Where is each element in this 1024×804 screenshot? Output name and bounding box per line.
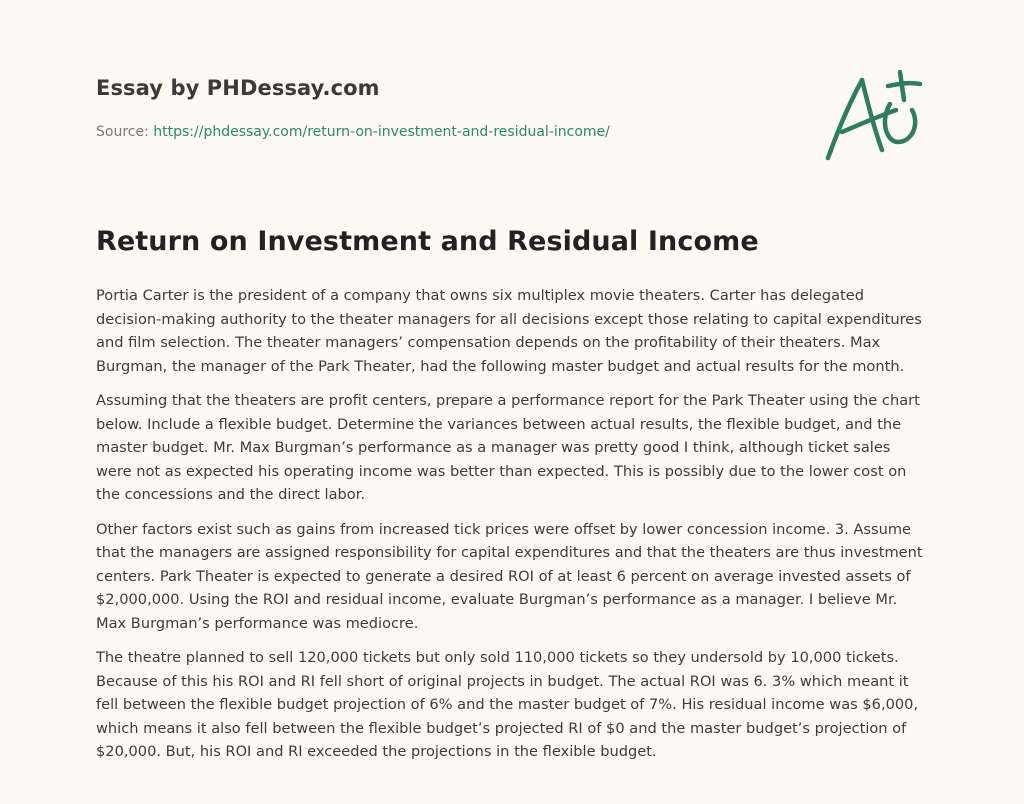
source-link[interactable]: https://phdessay.com/return-on-investment-and-residual-income/	[153, 124, 610, 140]
site-header	[96, 0, 926, 170]
source-label: Source:	[96, 124, 154, 140]
paragraph: Assuming that the theaters are profit centers, prepare a performance report for the Park Theater using the chart below. Include a flexible budget. Determine the variances between actual results, the flexible budget, and the master budget. Mr. Max Burgman’s performance as a manager was pretty good I think, although ticket sales were not as expected his operating income was better than expected. This is possibly due to the lower cost on the concessions and the direct labor.	[96, 392, 920, 503]
article-body	[96, 284, 926, 775]
source-line	[96, 124, 610, 140]
a-plus-grade-icon	[824, 66, 926, 166]
article-title: Return on Investment and Residual Income	[96, 226, 759, 257]
paragraph: Other factors exist such as gains from increased tick prices were offset by lower concession income. 3. Assume that the managers are assigned responsibility for capital expenditures and that the theaters are thus investment centers. Park Theater is expected to generate a desired ROI of at least 6 percent on average invested assets of $2,000,000. Using the ROI and residual income, evaluate Burgman’s performance as a manager. I believe Mr. Max Burgman’s performance was mediocre.	[96, 520, 923, 632]
site-brand: Essay by PHDessay.com	[96, 76, 380, 100]
page	[96, 0, 926, 760]
paragraph: Portia Carter is the president of a company that owns six multiplex movie theaters. Carter has delegated decision-making authority to the theater managers for all decisions except those relating to capital expenditures and film selection. The theater managers’ compensation depends on the profitability of their theaters. Max Burgman, the manager of the Park Theater, had the following master budget and actual results for the month.	[96, 287, 922, 375]
paragraph: The theatre planned to sell 120,000 tickets but only sold 110,000 tickets so they undersold by 10,000 tickets. Because of this his ROI and RI fell short of original projects in budget. The actual ROI was 6. 3% which meant it fell between the flexible budget projection of 6% and the master budget of 7%. His residual income was $6,000, which means it also fell between the flexible budget’s projected RI of $0 and the master budget’s projection of $20,000. But, his ROI and RI exceeded the projections in the flexible budget.	[96, 649, 919, 760]
